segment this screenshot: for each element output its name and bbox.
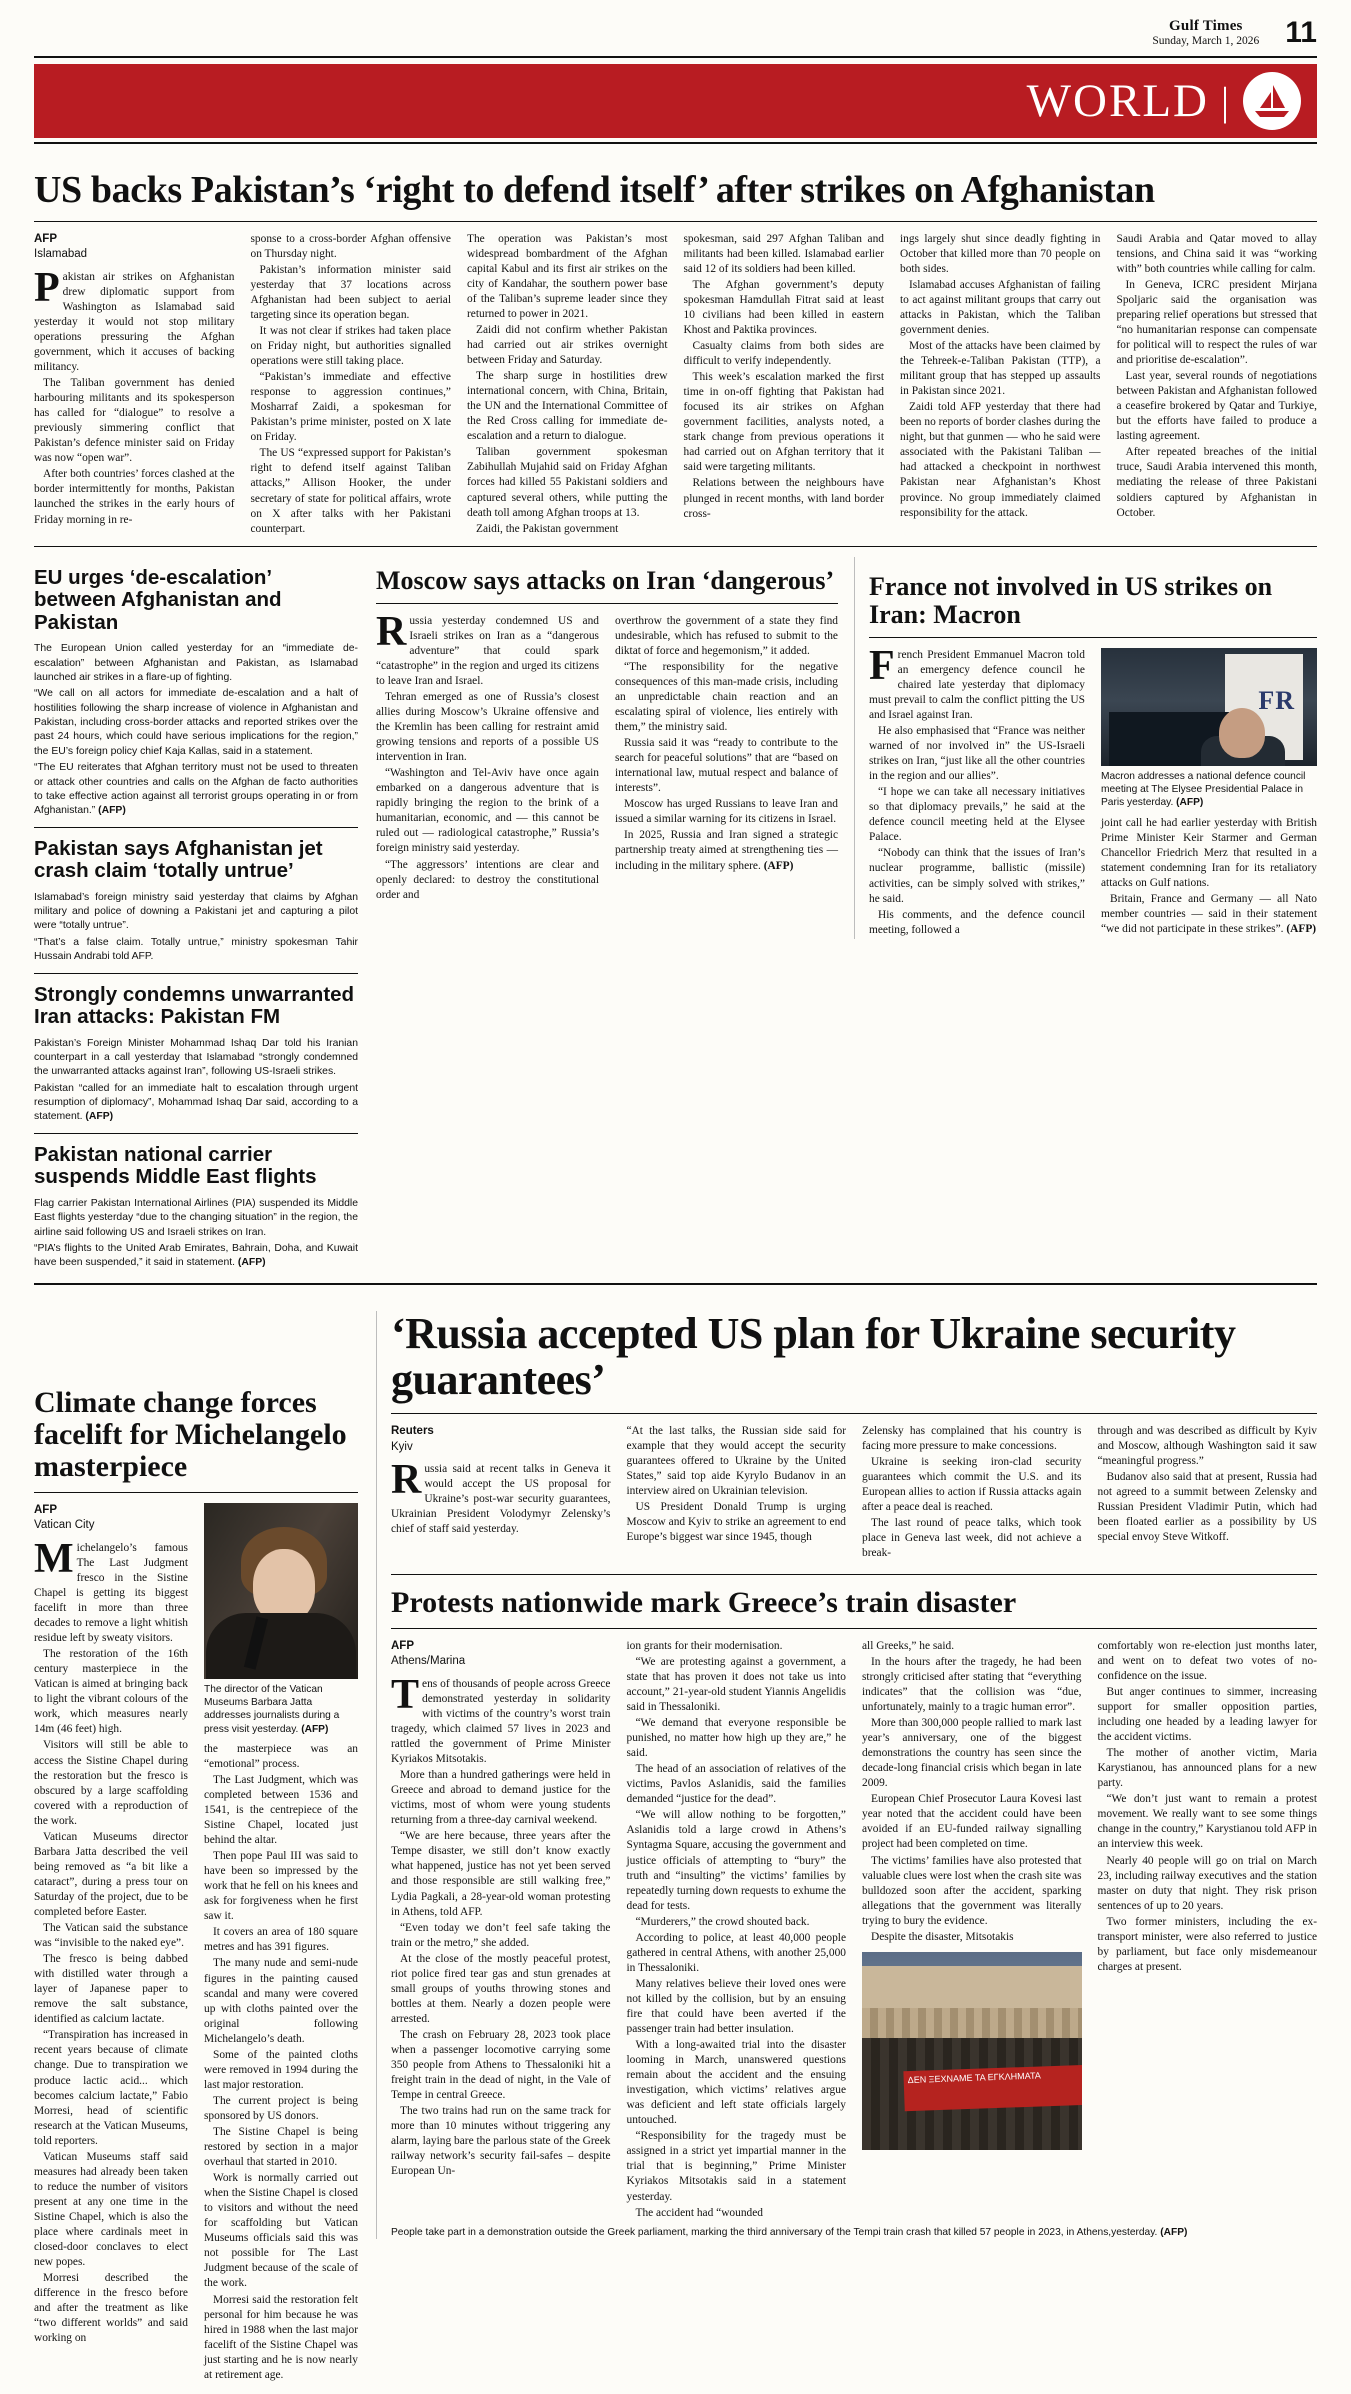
- paragraph: “That’s a false claim. Totally untrue,” ministry spokesman Tahir Hussain Andrabi told AFP.: [34, 936, 358, 963]
- paragraph: The sharp surge in hostilities drew international concern, with China, Britain, the UN and the International Committee of the Red Cross calling for immediate de-escalation and a return to dialogue.: [467, 370, 668, 443]
- greece-col-3: [862, 1639, 1082, 2222]
- paragraph: The Sistine Chapel is being restored by section in a major overhaul that started in 2010.: [204, 2126, 358, 2169]
- france-headline-rule: [869, 637, 1317, 638]
- paragraph: Last year, several rounds of negotiations between Pakistan and Afghanistan followed a ceasefire brokered by Qatar and Turkiye, but the efforts have failed to produce a lasting agreement.: [1116, 370, 1317, 443]
- paragraph: [34, 1242, 358, 1271]
- paragraph-text: Pakistan “called for an immediate halt to escalation through urgent resumption of diplomacy”, Mohammad Ishaq Dar said, according to a statement.: [34, 1082, 358, 1123]
- michelangelo-headline-rule: [34, 1492, 358, 1493]
- paragraph: The Last Judgment, which was completed between 1536 and 1541, is the centrepiece of the Sistine Chapel, located just behind the altar.: [204, 1773, 358, 1847]
- paragraph: Tehran emerged as one of Russia’s closest allies during Moscow’s Ukraine offensive and the Kremlin has been calling for restraint amid growing tensions and reports of a possible US intervention in Iran.: [376, 690, 599, 764]
- paragraph: After both countries’ forces clashed at the border intermittently for months, Pakistan launched the strikes in the early hours of Friday morning in re-: [34, 468, 235, 526]
- paragraph: “We demand that everyone responsible be punished, no matter how high up they are,” he said.: [626, 1717, 846, 1760]
- section-divider-bar: |: [1220, 78, 1229, 124]
- michelangelo-col-2: [204, 1503, 358, 2384]
- paragraph: “At the last talks, the Russian side said for example that they would accept the security guarantees offered to Ukraine by the United States,” said top aide Kyrylo Budanov in an interview aired on Ukrainian television.: [626, 1425, 846, 1498]
- paragraph: After repeated breaches of the initial truce, Saudi Arabia intervened this month, mediating the release of three Pakistani soldiers captured by Afghanistan in October.: [1116, 446, 1317, 519]
- lead-col-4: [684, 232, 885, 538]
- paragraph: The Afghan government’s deputy spokesman Hamdullah Fitrat said at least 10 civilians had been killed in eastern Khost and Paktika provinces.: [683, 278, 884, 337]
- paragraph: European Chief Prosecutor Laura Kovesi last year noted that the accident could have been avoided if an EU-funded railway signalling project had been completed on time.: [862, 1793, 1082, 1851]
- caption-text: People take part in a demonstration outside the Greek parliament, marking the third anniversary of the Tempi train crash that killed 57 people in 2023, in Athens,yesterday.: [391, 2226, 1158, 2238]
- caption-text: Macron addresses a national defence council meeting at The Elysee Presidential Palace in Paris yesterday.: [1101, 770, 1306, 809]
- publication-date: Sunday, March 1, 2026: [1152, 35, 1260, 48]
- paragraph: At the close of the mostly peaceful protest, riot police fired tear gas and stun grenades at small groups of youths throwing stones and bottles at them. Nearly a dozen people were arrested.: [391, 1952, 611, 2025]
- brief-divider: [34, 1133, 358, 1134]
- brief-headline: Strongly condemns unwarranted Iran attacks: Pakistan FM: [34, 982, 355, 1029]
- paragraph: Nearly 40 people will go on trial on March 23, including railway executives and the station master on duty that night. They risk prison sentences of up to 20 years.: [1097, 1854, 1317, 1912]
- paragraph: The many nude and semi-nude figures in the painting caused scandal and many were covered up with cloths painted over the original following Michelangelo’s death.: [204, 1957, 358, 2045]
- paragraph: He also emphasised that “France was neither warned of nor involved in” the US-Israeli strikes on Iran, “just like all the other countries in the region and our allies”.: [869, 725, 1085, 783]
- paragraph: joint call he had earlier yesterday with British Prime Minister Keir Starmer and German Chancellor Friedrich Merz that resulted in a statement condemning Iran for its retaliatory attacks on Gulf nations.: [1101, 816, 1317, 889]
- paragraph: The last round of peace talks, which took place in Geneva last week, did not achieve a break-: [862, 1517, 1082, 1560]
- paragraph: This week’s escalation marked the first time in on-off fighting that Pakistan had focused its air strikes on Afghan government facilities, analysts noted, a stark change from previous operations it had carried out on Afghan territory that it said were targeting militants.: [683, 371, 884, 474]
- paragraph: “We call on all actors for immediate de-escalation and a halt of hostilities following the sharp increase of violence in Afghanistan and Pakistan, including cross-border attacks and reported strikes over the past 24 hours, which could have serious implications for the region,” the EU’s foreign policy chief Kaja Kallas, said in a statement.: [34, 688, 358, 757]
- paragraph: In Geneva, ICRC president Mirjana Spoljaric said the organisation was preparing relief operations but stressed that “no humanitarian response can compensate for political will to respect the rules of war and prioritise de-escalation”.: [1116, 278, 1317, 367]
- paragraph: With a long-awaited trial into the disaster looming in March, unanswered questions remain about the accident and the ensuing investigation, which victims’ relatives argue was deficient and left state officials largely untouched.: [626, 2039, 846, 2127]
- paragraph: Two former ministers, including the ex-transport minister, were also referred to justice by parliament, but face only misdemeanour charges at present.: [1097, 1915, 1317, 1973]
- greece-protest-parliament-photo: [862, 1952, 1082, 2150]
- paragraph: Islamabad accuses Afghanistan of failing to act against militant groups that carry out attacks in Pakistan, which the Taliban government denies.: [900, 278, 1101, 337]
- paragraph: The fresco is being dabbed with distilled water through a layer of Japanese paper to remove the salt substance, identified as calcium lactate.: [34, 1953, 188, 2026]
- paragraph: Pakistan air strikes on Afghanistan drew diplomatic support from Washington as Islamabad said yesterday it would not stop military operations pressuring the Afghan government, which it accuses of backing militancy.: [34, 264, 235, 374]
- photo-caption: [1101, 770, 1317, 810]
- paragraph: The head of an association of relatives of the victims, Pavlos Aslanidis, said the families demanded “justice for the dead”.: [626, 1763, 846, 1806]
- france-col-1: [869, 642, 1085, 939]
- greece-col-1: [391, 1639, 611, 2222]
- paragraph: Russia said it was “ready to contribute to the search for peaceful solutions” that are “based on international law, mutual respect and balance of interests”.: [615, 737, 838, 795]
- lead-agency: AFP: [34, 232, 57, 245]
- brief-headline: EU urges ‘de-escalation’ between Afghanistan and Pakistan: [34, 565, 282, 634]
- paragraph: “We are here because, three years after the Tempe disaster, we still don’t know exactly what happened, justice has not yet been served and those responsible are still walking free,” Lydia Pagkali, a 28-year-old woman protesting in Athens, told AFP.: [391, 1830, 611, 1918]
- ukraine-col-4: [1098, 1424, 1318, 1562]
- brief-pia-flights: [34, 1144, 358, 1271]
- paragraph: “Nobody can think that the issues of Iran’s nuclear programme, ballistic (missile) activities, can be simply solved with strikes,” he said.: [869, 847, 1085, 905]
- agency-credit: (AFP): [98, 805, 126, 817]
- paragraph: Taliban government spokesman Zabihullah Mujahid said on Friday Afghan forces had killed 55 Pakistani soldiers and captured several others, while putting the death toll among Afghan troops at 13.: [467, 446, 668, 519]
- brief-jet-crash: [34, 838, 358, 965]
- paragraph: “Murderers,” the crowd shouted back.: [635, 1915, 810, 1928]
- paragraph: “Responsibility for the tragedy must be assigned in a strict yet impartial manner in the trial that is beginning,” Prime Minister Kyriakos Mitsotakis said in a statement yesterday.: [626, 2130, 846, 2203]
- sailboat-logo-icon: [1243, 72, 1301, 130]
- briefs-column: [34, 557, 358, 1273]
- lead-story-columns: [34, 232, 1317, 538]
- michelangelo-byline: [34, 1503, 188, 1534]
- paragraph: Tens of thousands of people across Greece demonstrated yesterday in solidarity with victims of the country’s worst train tragedy, which claimed 57 lives in 2023 and rattled the government of Prime Minister Kyriakos Mitsotakis.: [391, 1671, 611, 1766]
- agency-credit: (AFP): [763, 859, 794, 872]
- lead-col-1: [34, 232, 235, 538]
- greece-columns: [391, 1639, 1317, 2222]
- ukraine-headline-rule: [391, 1413, 1317, 1414]
- greece-col-4: [1098, 1639, 1318, 2222]
- lead-location: Islamabad: [34, 248, 88, 261]
- barbara-jatta-press-visit-photo: [204, 1503, 358, 1679]
- paragraph: Flag carrier Pakistan International Airlines (PIA) suspended its Middle East flights yesterday “due to the changing situation” in the region, the airline said following US and Israeli strikes on Iran.: [34, 1197, 358, 1238]
- paragraph: But anger continues to simmer, increasing support for smaller opposition parties, including one headed by a leading lawyer for the accident victims.: [1097, 1685, 1317, 1744]
- paragraph: The mother of another victim, Maria Karystianou, has announced plans for a new party.: [1097, 1747, 1317, 1790]
- caption-credit: (AFP): [1160, 2226, 1188, 2238]
- paragraph: Budanov also said that at present, Russia had not agreed to a summit between Zelensky and Russian President Vladimir Putin, which had been floated earlier as a possibility by US special envoy Steve Witkoff.: [1097, 1471, 1317, 1544]
- paragraph: Morresi said the restoration felt personal for him because he was hired in 1988 when the last major facelift of the Sistine Chapel was just starting and he is now nearly at retirement age.: [204, 2293, 358, 2381]
- paragraph: The current project is being sponsored by US donors.: [204, 2094, 358, 2122]
- paragraph: The accident had “wounded: [635, 2206, 763, 2219]
- moscow-headline: Moscow says attacks on Iran ‘dangerous’: [376, 565, 835, 595]
- brief-divider: [34, 973, 358, 974]
- ukraine-and-greece-region: [376, 1295, 1317, 2384]
- paragraph: Saudi Arabia and Qatar moved to allay tensions, and China said it was “working with” both countries while calling for calm.: [1116, 232, 1317, 275]
- paragraph: In the hours after the tragedy, he had been strongly criticised after stating that “everything indicates” that the collision was “due, unfortunately, mainly to a tragic human error”.: [862, 1655, 1082, 1714]
- paragraph: The victims’ families have also protested that valuable clues were lost when the crash site was bulldozed soon after the accident, sparking allegations that the government was literally trying to bury the evidence.: [862, 1854, 1082, 1927]
- iran-stories-region: [376, 557, 1317, 1273]
- paragraph: The restoration of the 16th century masterpiece in the Vatican is aimed at bringing back to light the vibrant colours of the work, which measures nearly 14m (46 feet) high.: [34, 1648, 188, 1736]
- masthead-publication-block: [1152, 18, 1259, 48]
- paragraph: ings largely shut since deadly fighting in October that killed more than 70 people on both sides.: [900, 232, 1101, 275]
- ukraine-byline: [391, 1424, 611, 1455]
- ukraine-col-3: [862, 1424, 1082, 1562]
- paragraph: all Greeks,” he said.: [862, 1639, 955, 1652]
- publication-name: Gulf Times: [1169, 18, 1243, 34]
- paragraph-text: In 2025, Russia and Iran signed a strategic partnership treaty aimed at strengthening ties — including in the military sphere.: [615, 829, 838, 872]
- paragraph: spokesman, said 297 Afghan Taliban and militants had been killed. Islamabad earlier said 12 of its soldiers had been killed.: [683, 232, 884, 275]
- paragraph: The Vatican said the substance was “invisible to the naked eye”.: [34, 1922, 188, 1950]
- paragraph: “The aggressors’ intentions are clear and openly declared: to destroy the constitutional order and: [376, 858, 599, 901]
- paragraph: “Pakistan’s immediate and effective response to aggression continues,” Mosharraf Zaidi, a spokesman for Pakistan’s prime minister, posted on X late on Friday.: [250, 371, 451, 444]
- caption-text: The director of the Vatican Museums Barbara Jatta addresses journalists during a press visit yesterday.: [204, 1683, 340, 1735]
- paragraph: Vatican Museums director Barbara Jatta described the veil being removed as “a bit like a cataract”, during a press tour on Saturday of the project, due to be completed before Easter.: [34, 1830, 188, 1918]
- paragraph: Russia said at recent talks in Geneva it would accept the US proposal for Ukraine’s post-war security guarantees, Ukrainian President Volodymyr Zelensky’s chief of staff said yesterday.: [391, 1457, 611, 1536]
- paragraph: Ukraine is seeking iron-clad security guarantees which commit the U.S. and its European allies to action if Russia attacks again after a peace deal is reached.: [862, 1456, 1082, 1514]
- paragraph: The two trains had run on the same track for more than 10 minutes without triggering any alarm, laying bare the parlous state of the Greek railway network’s security fail-safes – despite European Un-: [391, 2105, 611, 2178]
- paragraph-text: “PIA’s flights to the United Arab Emirates, Bahrain, Doha, and Kuwait have been suspended,” it said in statement.: [34, 1242, 358, 1269]
- paragraph: Zelensky has complained that his country is facing more pressure to make concessions.: [862, 1425, 1082, 1453]
- paragraph: the masterpiece was an “emotional” process.: [204, 1742, 358, 1770]
- paragraph: Zaidi did not confirm whether Pakistan had carried out air strikes overnight between Friday and Saturday.: [467, 324, 668, 367]
- michelangelo-headline: Climate change forces facelift for Michelangelo masterpiece: [34, 1385, 347, 1484]
- paragraph: Many relatives believe their loved ones were not killed by the collision, but by an ensuing fire that could have been averted if the passenger train had better insulation.: [626, 1977, 846, 2036]
- lead-headline: US backs Pakistan’s ‘right to defend itself’ after strikes on Afghanistan: [34, 169, 1155, 212]
- paragraph: It was not clear if strikes had taken place on Friday night, but authorities signalled operations were still taking place.: [250, 325, 451, 368]
- brief-iran-condemn: [34, 984, 358, 1125]
- banner-underline: [34, 142, 1317, 144]
- lead-col-5: [900, 232, 1101, 538]
- paragraph: Some of the painted cloths were removed in 1994 during the last major restoration.: [204, 2048, 358, 2091]
- paragraph: The European Union called yesterday for an “immediate de-escalation” between Afghanistan and Pakistan, as Islamabad launched air strikes in a flare-up of fighting.: [34, 643, 358, 684]
- paragraph: “We don’t just want to remain a protest movement. We really want to see some things change in the country,” Karystianou told AFP in an interview this week.: [1097, 1793, 1317, 1851]
- paragraph: The operation was Pakistan’s most widespread bombardment of the Afghan capital Kabul and its first air strikes on the city of Kandahar, the southern power base of the Taliban’s supreme leader since they returned to power in 2021.: [467, 232, 668, 320]
- paragraph: [1101, 892, 1317, 937]
- moscow-story: [376, 557, 838, 939]
- paragraph: “We will allow nothing to be forgotten,” Aslanidis told a large crowd in Athens’s Syntagma Square, accusing the government and justice officials of attempting to “bury” the truth and “insulting” the victims’ families by repeatedly turning down requests to exhume the dead for tests.: [626, 1809, 846, 1912]
- paragraph: Work is normally carried out when the Sistine Chapel is closed to visitors and without the need for scaffolding but Vatican Museums officials said this was not possible for The Last Judgment because of the scale of the work.: [204, 2172, 358, 2290]
- photo-caption: [204, 1683, 358, 1736]
- brief-divider: [34, 827, 358, 828]
- brief-headline: Pakistan national carrier suspends Middle East flights: [34, 1142, 317, 1189]
- ukraine-region: [34, 1295, 1317, 2384]
- paragraph: Michelangelo’s famous The Last Judgment fresco in the Sistine Chapel is getting its biggest facelift in more than three decades to remove a light whitish residue left by sweaty visitors.: [34, 1535, 188, 1645]
- lead-col-6: [1117, 232, 1318, 538]
- lead-byline: [34, 232, 235, 263]
- paragraph: According to police, at least 40,000 people gathered in central Athens, with another 25,000 in Thessaloniki.: [626, 1931, 846, 1974]
- paragraph: Zaidi, the Pakistan government: [476, 522, 619, 535]
- paragraph: ion grants for their modernisation.: [626, 1639, 783, 1652]
- paragraph: Casualty claims from both sides are difficult to verify independently.: [683, 340, 884, 368]
- paragraph: “We are protesting against a government, a state that has proven it does not take us into account,” 21-year-old student Yiannis Angelidis said in Thessaloniki.: [626, 1655, 846, 1714]
- ukraine-columns: [391, 1424, 1317, 1562]
- paragraph: Moscow has urged Russians to leave Iran and issued a similar warning for its citizens in Israel.: [615, 798, 838, 826]
- page-number: 11: [1285, 16, 1317, 50]
- protest-banner-text: ΔΕΝ ΞΕΧΝΑΜΕ ΤΑ ΕΓΚΛΗΜΑΤΑ: [907, 2070, 1041, 2085]
- ukraine-agency: Reuters: [391, 1425, 434, 1438]
- paragraph: More than a hundred gatherings were held in Greece and abroad to demand justice for the victims, most of whom were young students returning from a three-day carnival weekend.: [391, 1769, 611, 1827]
- lead-story-bottom-rule: [34, 546, 1317, 547]
- michelangelo-location: Vatican City: [34, 1519, 95, 1532]
- greece-top-rule: [391, 1574, 1317, 1575]
- lead-headline-rule: [34, 221, 1317, 222]
- paragraph: Russia yesterday condemned US and Israeli strikes on Iran as a “dangerous adventure” that could spark “catastrophe” in the region and urged its citizens to leave Iran and Israel.: [376, 608, 599, 687]
- paragraph: overthrow the government of a state they find undesirable, which has refused to submit to the diktat of force and hegemonism,” it added.: [615, 614, 838, 657]
- michelangelo-column: [34, 1295, 358, 2384]
- michelangelo-agency: AFP: [34, 1503, 57, 1516]
- masthead-divider: [34, 56, 1317, 58]
- paragraph: US President Donald Trump is urging Moscow and Kyiv to strike an agreement to end Europe’s biggest war since 1945, though: [626, 1501, 846, 1544]
- greece-agency: AFP: [391, 1639, 414, 1652]
- paragraph: [34, 761, 358, 818]
- iran-stories-columns: [376, 557, 1317, 939]
- france-col-2: [1101, 648, 1317, 939]
- paragraph: comfortably won re-election just months later, and went on to defeat two votes of no-confidence on the issue.: [1097, 1639, 1317, 1682]
- paragraph: “Washington and Tel-Aviv have once again embarked on a dangerous adventure that is rapidly bringing the region to the brink of a humanitarian, economic, and — this cannot be ruled out — radiological catastrophe,” Russia’s foreign ministry said yesterday.: [376, 767, 599, 855]
- paragraph: The Taliban government has denied harbouring militants and its spokesperson has called for “dialogue” to resolve a previously simmering conflict that Pakistan’s defence minister said on Friday was now “open war”.: [34, 377, 235, 465]
- section-title: WORLD: [1026, 75, 1209, 128]
- paragraph: “I hope we can take all necessary initiatives so that diplomacy prevails,” he said at the defence council meeting held at the Elysee Palace.: [869, 786, 1085, 844]
- ukraine-location: Kyiv: [391, 1440, 413, 1453]
- brief-headline: Pakistan says Afghanistan jet crash claim ‘totally untrue’: [34, 836, 323, 883]
- lead-col-2: [251, 232, 452, 538]
- moscow-col-1: [376, 608, 599, 904]
- paragraph: The crash on February 28, 2023 took place when a passenger locomotive carrying some 350 people from Athens to Thessaloniki hit a freight train in the dead of night, in the Vale of Tempe in central Greece.: [391, 2028, 611, 2102]
- paragraph: [34, 1082, 358, 1125]
- agency-credit: (AFP): [85, 1111, 114, 1123]
- paragraph: It covers an area of 180 square metres and has 391 figures.: [204, 1926, 358, 1954]
- paragraph-text: “The EU reiterates that Afghan territory must not be used to threaten or attack other countries and calls on the Afghan de facto authorities to take effective action against all terrorist groups operating in or from Afghanistan.”: [34, 762, 358, 817]
- greece-photo-caption: [391, 2226, 1317, 2239]
- paragraph: His comments, and the defence council meeting, followed a: [869, 908, 1085, 936]
- paragraph: [615, 828, 838, 873]
- paragraph: Visitors will still be able to access the Sistine Chapel during the restoration but the fresco is obscured by a large scaffolding covered with a reproduction of the work.: [34, 1739, 188, 1827]
- paragraph: Then pope Paul III was said to have been so impressed by the work that he fell on his knees and ask for forgiveness when he first saw it.: [204, 1850, 358, 1923]
- middle-region: [34, 557, 1317, 1273]
- section-banner: [34, 64, 1317, 138]
- paragraph: The US “expressed support for Pakistan’s right to defend itself against Taliban attacks,” Allison Hooker, the under secretary of state for political affairs, wrote on X after talks with her Pakistani counterpart.: [250, 447, 451, 535]
- caption-credit: (AFP): [1176, 797, 1204, 809]
- paragraph: Most of the attacks have been claimed by the Tehreek-e-Taliban Pakistan (TTP), a militant group that has stepped up assaults in Pakistan since 2021.: [900, 340, 1101, 398]
- greece-headline: Protests nationwide mark Greece’s train disaster: [391, 1586, 1017, 1620]
- ukraine-col-1: [391, 1424, 611, 1562]
- greece-location: Athens/Marina: [391, 1655, 466, 1668]
- agency-credit: (AFP): [237, 1257, 266, 1269]
- macron-defence-council-photo: FR: [1101, 648, 1317, 766]
- moscow-col-2: [615, 614, 838, 904]
- paragraph: Pakistan’s Foreign Minister Mohammad Ishaq Dar told his Iranian counterpart in a call yesterday that Islamabad “strongly condemned the unwarranted attacks against Iran”, following US-Israeli strikes.: [34, 1037, 358, 1078]
- caption-credit: (AFP): [301, 1723, 329, 1735]
- paragraph: Relations between the neighbours have plunged in recent months, with land border cross-: [683, 477, 884, 520]
- greece-byline: [391, 1639, 611, 1670]
- paragraph: “The responsibility for the negative consequences of this man-made crisis, including an unpredictable chain reaction and an escalating spiral of violence, lies entirely with them,” the ministry said.: [615, 660, 838, 734]
- paragraph: “Even today we don’t feel safe taking the train or the metro,” she added.: [391, 1921, 611, 1949]
- paragraph: Islamabad’s foreign ministry said yesterday that claims by Afghan military and police of downing a Pakistani jet and capturing a pilot were “totally untrue”.: [34, 891, 358, 932]
- greece-col-2: [627, 1639, 847, 2222]
- paragraph: Zaidi told AFP yesterday that there had been no reports of border clashes during the night, but that gunmen — who he said were associated with the Pakistani Taliban — had attacked a checkpoint in northwest Pakistan near Afghanistan’s Khost province. No group immediately claimed responsibility for the attack.: [900, 401, 1101, 519]
- masthead: [34, 18, 1317, 52]
- ukraine-headline: ‘Russia accepted US plan for Ukraine security guarantees’: [391, 1308, 1236, 1404]
- lead-col-3: [467, 232, 668, 538]
- france-headline: France not involved in US strikes on Iran: Macron: [869, 571, 1273, 629]
- france-story: [854, 557, 1317, 939]
- greece-headline-rule: [391, 1628, 1317, 1629]
- paragraph: Pakistan’s information minister said yesterday that 37 locations across Afghanistan had been subject to aerial targeting since its operation began.: [250, 263, 451, 321]
- paragraph: French President Emmanuel Macron told an emergency defence council he chaired late yesterday that diplomacy must prevail to calm the conflict pitting the US and Israel against Iran.: [869, 642, 1085, 722]
- michelangelo-col-1: [34, 1503, 188, 2384]
- brief-eu: [34, 567, 358, 819]
- paragraph: Despite the disaster, Mitsotakis: [871, 1930, 1014, 1943]
- paragraph: sponse to a cross-border Afghan offensive on Thursday night.: [250, 232, 451, 260]
- ukraine-col-2: [627, 1424, 847, 1562]
- ukraine-top-rule: [34, 1283, 1317, 1285]
- paragraph-text: Britain, France and Germany — all Nato member countries — said in their statement “we did not participate in these strikes”.: [1101, 892, 1317, 935]
- moscow-headline-rule: [376, 603, 838, 604]
- paragraph: Morresi described the difference in the fresco before and after the treatment as like “two different worlds” and said working on: [34, 2272, 188, 2345]
- agency-credit: (AFP): [1286, 922, 1317, 935]
- paragraph: Vatican Museums staff said measures had already been taken to reduce the number of visitors present at any one time in the Sistine Chapel, which is also the place where cardinals meet in closed-door conclaves to elect new popes.: [34, 2150, 188, 2269]
- paragraph: through and was described as difficult by Kyiv and Moscow, although Washington said it saw “meaningful progress.”: [1097, 1425, 1317, 1468]
- paragraph: More than 300,000 people rallied to mark last year’s anniversary, one of the biggest demonstrations the country has seen since the decade-long financial crisis which began in late 2009.: [862, 1717, 1082, 1790]
- paragraph: “Transpiration has increased in recent years because of climate change. Due to transpiration we produce lactic acid... which becomes calcium lactate,” Fabio Morresi, head of scientific research at the Vatican Museums, told reporters.: [34, 2029, 188, 2147]
